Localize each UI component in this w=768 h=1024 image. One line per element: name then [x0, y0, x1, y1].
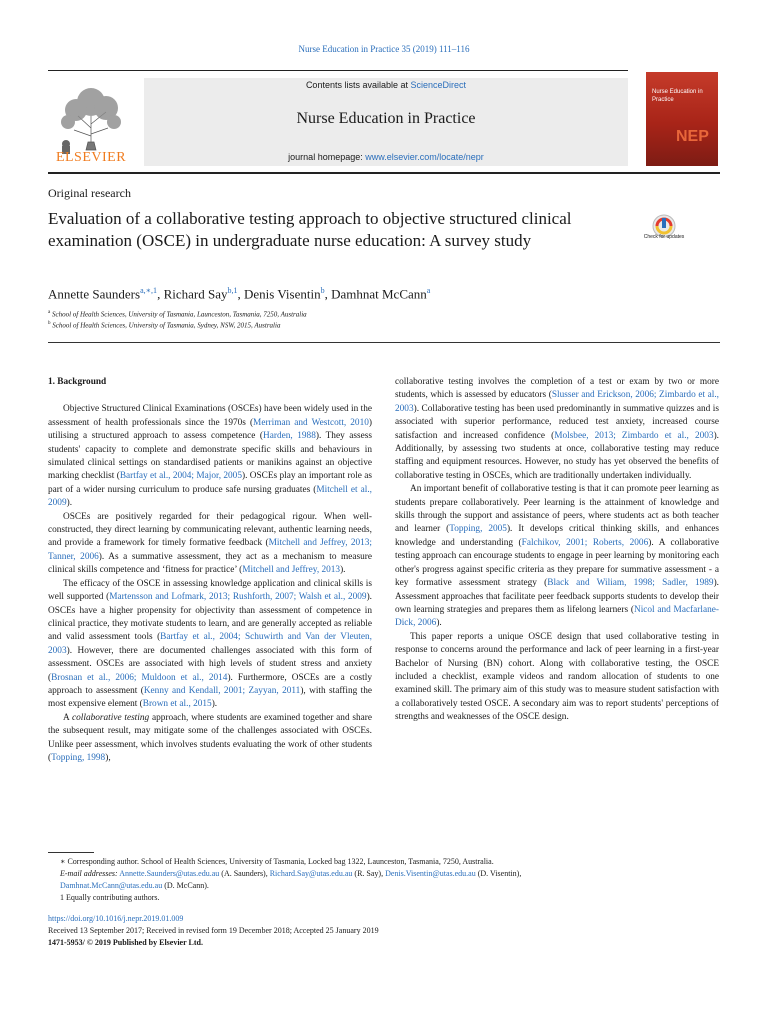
email-link[interactable]: Annette.Saunders@utas.edu.au — [119, 869, 220, 878]
homepage-link[interactable]: www.elsevier.com/locate/nepr — [365, 152, 484, 162]
journal-title: Nurse Education in Practice — [296, 110, 476, 127]
author-sup[interactable]: b,1 — [227, 286, 238, 295]
citation-link[interactable]: Harden, 1988 — [263, 431, 316, 442]
publication-info — [48, 913, 720, 949]
paragraph: This paper reports a unique OSCE design that used collaborative testing in response to concerns around the performance and lack of peer learning in a first-year Bachelor of Nursing (BN) cohort. Along with collaborative testing, the OSCE included a checklist, example videos and random allocation of students to one examined skill. The primary aim of this study was to measure student satisfaction with a collaboratively tested OSCE. A secondary aim was to report students' perceptions of strengths and weaknesses of the OSCE design. — [395, 631, 719, 723]
journal-cover-abbrev: NEP — [676, 128, 709, 145]
email-link[interactable]: Richard.Say@utas.edu.au — [269, 869, 353, 878]
section-heading: 1. Background — [48, 377, 107, 387]
citation-link[interactable]: Martensson and Lofmark, 2013; Rushforth, 2007; Walsh et al., 2009 — [109, 592, 367, 603]
article-title: Evaluation of a collaborative testing approach to objective structured clinical examination (OSCE) in undergraduate nurse education: A survey study — [48, 209, 572, 250]
paragraph: Objective Structured Clinical Examinations (OSCEs) have been widely used in the assessment of health professionals since the 1970s (Merriman and Westcott, 2010) utilising a structured approach to assess competence (Harden, 1988). They assess students' capacity to complete and demonstrate specific skills and behaviours in simulated clinical settings on standardised patients or manikins against an objective marking checklist (Bartfay et al., 2004; Major, 2005). OSCEs play an important role as part of a wider nursing curriculum to produce safe nursing graduates (Mitchell et al., 2009). — [48, 404, 372, 509]
equal-contribution-note: 1 Equally contributing authors. — [60, 893, 160, 902]
author-name[interactable]: Damhnat McCann — [331, 286, 427, 302]
copyright: 1471-5953/ © 2019 Published by Elsevier Ltd. — [48, 938, 203, 947]
citation-link[interactable]: Bartfay et al., 2004; Schuwirth and Van der Vleuten, 2003 — [48, 632, 372, 656]
citation-link[interactable]: Nicol and Macfarlane-Dick, 2006 — [395, 604, 719, 629]
author-name[interactable]: Denis Visentin — [243, 286, 321, 302]
header-rule — [48, 70, 628, 71]
paragraph: An important benefit of collaborative testing is that it can promote peer learning as students prepare collaboratively. Peer learning is the attainment of knowledge and skills through the support and assistance of peers, where students act as both teacher and learner (Topping, 2005). It develops critical thinking skills, and enhances knowledge and understanding (Falchikov, 2001; Roberts, 2006). A collaborative testing approach can encourage students to engage in peer learning by monitoring each other's progress against specific criteria as they prepare for summative assessment - a key formative assessment strategy (Black and Wiliam, 1998; Sadler, 1989). Assessment approaches that facilitate peer feedback supports students to develop their own learning strategies and prepares them as lifelong learners (Nicol and Macfarlane-Dick, 2006). — [395, 484, 719, 629]
email-link[interactable]: Damhnat.McCann@utas.edu.au — [60, 881, 163, 890]
citation-link[interactable]: Kenny and Kendall, 2001; Zayyan, 2011 — [143, 685, 301, 696]
citation-link[interactable]: Bartfay et al., 2004; Major, 2005 — [119, 471, 242, 482]
affiliation-b: $^b$ School of Health Sciences, University of Tasmania, Sydney, NSW, 2015, Australia — [48, 321, 281, 330]
body-column-right — [395, 376, 719, 725]
author-sup[interactable]: b — [320, 286, 325, 295]
header-divider — [48, 172, 720, 174]
author-sup[interactable]: a — [426, 286, 431, 295]
corresponding-author-note: ∗ Corresponding author. School of Health Sciences, University of Tasmania, Locked bag 1322, Launceston, Tasmania, 7250, Australia. — [60, 857, 494, 866]
footnote-rule — [48, 852, 94, 853]
paragraph: OSCEs are positively regarded for their pedagogical rigour. When well-constructed, they direct learning by communicating relevant, authentic learning needs, and provide a framework for timely formative feedback (Mitchell and Jeffrey, 2013; Tanner, 2006). As a summative assessment, they act as a mechanism to measure clinical skills competence and ‘fitness for practice’ (Mitchell and Jeffrey, 2013). — [48, 511, 373, 576]
email-link[interactable]: Denis.Visentin@utas.edu.au — [385, 869, 476, 878]
paragraph: The efficacy of the OSCE in assessing knowledge application and clinical skills is well supported (Martensson and Lofmark, 2013; Rushforth, 2007; Walsh et al., 2009). OSCEs have a higher propensity for objectivity than assessment of competence in clinical practice, they motivate students to learn, and are generally accepted as reliable and valid assessment tools (Bartfay et al., 2004; Schuwirth and Van der Vleuten, 2003). However, there are documented challenges associated with this form of assessment. OSCEs are associated with high levels of student stress and anxiety (Brosnan et al., 2006; Muldoon et al., 2014). Furthermore, OSCEs are a costly approach to assessment (Kenny and Kendall, 2001; Zayyan, 2011), with staffing the most expensive element (Brown et al., 2015). — [48, 578, 372, 710]
homepage-line: journal homepage: www.elsevier.com/locate/nepr — [288, 152, 484, 162]
received-dates: Received 13 September 2017; Received in revised form 19 December 2018; Accepted 25 January 2019 — [48, 926, 379, 935]
journal-citation[interactable]: Nurse Education in Practice 35 (2019) 111–116 — [298, 44, 470, 54]
section-divider — [48, 342, 720, 343]
citation-link[interactable]: Molsbee, 2013; Zimbardo et al., 2003 — [554, 430, 714, 441]
citation-link[interactable]: Brosnan et al., 2006; Muldoon et al., 2014 — [51, 672, 228, 683]
citation-link[interactable]: Mitchell and Jeffrey, 2013; Tanner, 2006 — [48, 538, 373, 562]
citation-link[interactable]: Mitchell et al., 2009 — [48, 484, 372, 509]
doi-link[interactable]: https://doi.org/10.1016/j.nepr.2019.01.009 — [48, 914, 184, 923]
check-for-updates-label[interactable]: Check for updates — [643, 234, 685, 240]
article-type: Original research — [48, 186, 131, 200]
citation-link[interactable]: Brown et al., 2015 — [142, 699, 212, 710]
citation-link[interactable]: Falchikov, 2001; Roberts, 2006 — [521, 537, 649, 548]
author-list: Annette Saunders$^{a,∗,1}$, Richard Say$^{b,1}$, Denis Visentin$^b$, Damhnat McCann$^a$ — [48, 286, 431, 302]
citation-link[interactable]: Slusser and Erickson, 2006; Zimbardo et al., 2003 — [395, 390, 719, 414]
paragraph: A collaborative testing approach, where students are examined together and share the subsequent result, may mitigate some of the challenges associated with OSCEs. Unlike peer assessment, which involves students evaluating the work of other students (Topping, 1998), — [48, 712, 373, 763]
author-sup[interactable]: a,∗,1 — [140, 286, 158, 295]
citation-link[interactable]: Topping, 1998 — [51, 752, 106, 763]
body-column-left — [48, 376, 372, 765]
citation-link[interactable]: Merriman and Westcott, 2010 — [253, 417, 369, 428]
journal-cover-title: Nurse Education in Practice — [652, 89, 703, 103]
email-addresses: E-mail addresses: Annette.Saunders@utas.edu.au (A. Saunders), Richard.Say@utas.edu.au (R. Say), Denis.Visentin@utas.edu.au (D. Visentin), Damhnat.McCann@utas.edu.au (D. McCann). — [60, 869, 522, 890]
author-name[interactable]: Annette Saunders — [48, 286, 141, 302]
affiliation-a: $^a$ School of Health Sciences, University of Tasmania, Launceston, Tasmania, 7250, Australia — [48, 310, 307, 319]
journal-cover-image[interactable] — [646, 72, 718, 166]
citation-link[interactable]: Black and Wiliam, 1998; Sadler, 1989 — [547, 578, 714, 589]
paragraph: collaborative testing involves the completion of a test or exam by two or more students, which is assessed by educators (Slusser and Erickson, 2006; Zimbardo et al., 2003). Collaborative testing has been used predominantly in summative quizzes and is associated with superior performance, reduced test anxiety, increased course satisfaction and increased confidence (Molsbee, 2013; Zimbardo et al., 2003). Additionally, by assessing two students at once, collaborative testing may reduce staffing and equipment resources. However, no study has yet observed the benefits of collaborative testing in OSCEs, which are traditionally undertaken individually. — [395, 377, 719, 481]
contents-line: Contents lists available at ScienceDirect — [305, 80, 467, 90]
author-name[interactable]: Richard Say — [163, 286, 228, 302]
citation-link[interactable]: Mitchell and Jeffrey, 2013 — [242, 565, 341, 576]
citation-link[interactable]: Topping, 2005 — [449, 524, 507, 535]
elsevier-wordmark: ELSEVIER — [55, 150, 127, 165]
sciencedirect-link[interactable]: ScienceDirect — [410, 80, 467, 90]
footnotes — [48, 856, 720, 904]
